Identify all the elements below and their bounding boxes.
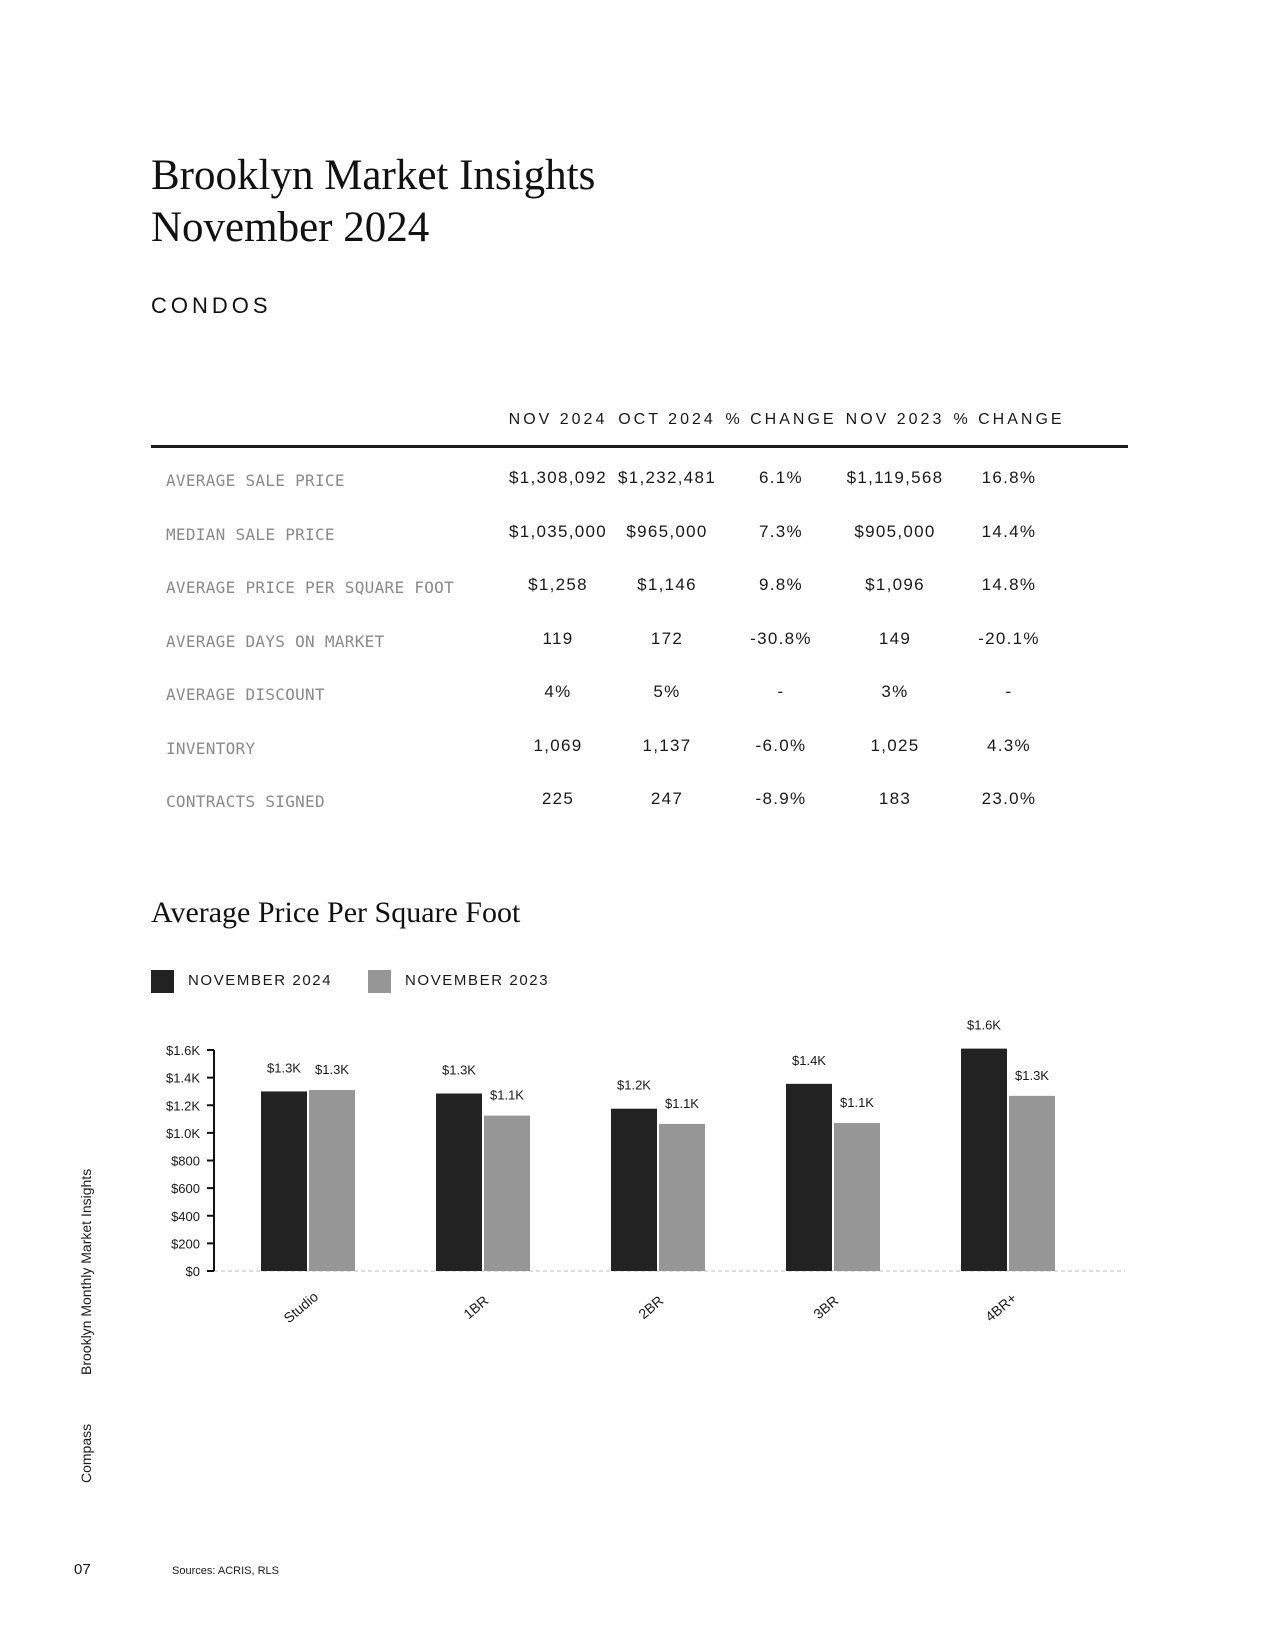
- table-cell: $1,308,092: [508, 468, 608, 487]
- table-cell: -: [1005, 682, 1013, 701]
- table-cell: 1,137: [642, 735, 692, 755]
- data-label: $1.3K: [267, 1060, 301, 1076]
- sources-note: Sources: ACRIS, RLS: [172, 1565, 279, 1577]
- x-tick-label: 2BR: [635, 1292, 667, 1323]
- data-label: $1.6K: [967, 1017, 1001, 1033]
- bar-2023: [834, 1123, 880, 1271]
- table-cell: 149: [878, 628, 912, 648]
- side-title: Brooklyn Monthly Market Insights: [78, 1168, 94, 1375]
- page-number: 07: [74, 1561, 91, 1578]
- table-cell: -8.9%: [755, 789, 807, 808]
- table-cell: -: [777, 682, 785, 701]
- column-header: OCT 2024: [618, 411, 716, 428]
- row-label: AVERAGE DISCOUNT: [166, 685, 325, 704]
- data-label: $1.2K: [617, 1077, 651, 1093]
- table-cell: -30.8%: [750, 628, 812, 648]
- bar-2024: [261, 1091, 307, 1271]
- y-tick-label: $1.6K: [166, 1043, 200, 1058]
- table-cell: 225: [541, 789, 575, 808]
- row-label: INVENTORY: [166, 738, 256, 758]
- bar-2023: [659, 1124, 705, 1271]
- table-cell: 14.8%: [981, 575, 1037, 594]
- table-cell: 4.3%: [987, 735, 1031, 755]
- x-tick-label: 3BR: [810, 1292, 842, 1323]
- table-cell: $1,146: [637, 575, 697, 594]
- section-label: CONDOS: [151, 293, 272, 318]
- y-tick-label: $600: [171, 1181, 200, 1197]
- y-tick-label: $1.0K: [166, 1125, 200, 1141]
- table-cell: $905,000: [854, 521, 936, 541]
- table-cell: 183: [878, 789, 912, 808]
- y-tick-label: $200: [171, 1236, 200, 1252]
- table-cell: 1,025: [870, 735, 920, 755]
- table-cell: 172: [650, 628, 684, 648]
- table-cell: $1,232,481: [617, 468, 717, 487]
- y-tick-label: $800: [171, 1153, 200, 1169]
- table-cell: 5%: [653, 682, 681, 701]
- data-label: $1.1K: [665, 1095, 699, 1111]
- data-label: $1.1K: [490, 1087, 524, 1103]
- table-cell: -20.1%: [978, 628, 1040, 648]
- y-tick-label: $400: [171, 1208, 200, 1224]
- legend-label: NOVEMBER 2023: [405, 972, 550, 989]
- table-cell: 4%: [544, 682, 572, 701]
- table-cell: 247: [650, 789, 684, 808]
- bar-2024: [611, 1109, 657, 1271]
- table-cell: $1,035,000: [508, 521, 608, 541]
- table-cell: 7.3%: [759, 521, 803, 541]
- table-cell: $965,000: [626, 521, 708, 541]
- data-label: $1.3K: [442, 1062, 476, 1078]
- bar-2024: [786, 1084, 832, 1271]
- title-line-2: November 2024: [151, 204, 430, 251]
- data-label: $1.4K: [792, 1052, 826, 1068]
- y-tick-label: $0: [185, 1264, 200, 1279]
- column-header: NOV 2024: [508, 411, 608, 428]
- table-cell: $1,119,568: [846, 468, 944, 487]
- column-header: % CHANGE: [725, 411, 837, 428]
- bar-2024: [961, 1049, 1007, 1271]
- row-label: CONTRACTS SIGNED: [166, 792, 325, 811]
- table-cell: 23.0%: [981, 789, 1037, 808]
- data-label: $1.3K: [1015, 1067, 1049, 1083]
- title-line-1: Brooklyn Market Insights: [151, 152, 596, 199]
- x-tick-label: Studio: [280, 1288, 322, 1327]
- table-cell: 16.8%: [981, 468, 1037, 487]
- bar-2024: [436, 1094, 482, 1271]
- bar-2023: [1009, 1096, 1055, 1271]
- row-label: AVERAGE DAYS ON MARKET: [166, 631, 385, 651]
- table-cell: 119: [542, 628, 574, 648]
- table-cell: 3%: [881, 682, 909, 701]
- chart-title: Average Price Per Square Foot: [151, 896, 521, 929]
- bar-2023: [484, 1116, 530, 1271]
- table-cell: 1,069: [533, 735, 583, 755]
- table-cell: -6.0%: [755, 735, 807, 755]
- data-label: $1.1K: [840, 1094, 874, 1110]
- legend-label: NOVEMBER 2024: [188, 972, 333, 989]
- table-cell: 9.8%: [759, 575, 803, 594]
- x-tick-label: 4BR+: [982, 1289, 1020, 1325]
- x-tick-label: 1BR: [460, 1292, 492, 1323]
- bar-2023: [309, 1090, 355, 1271]
- data-label: $1.3K: [315, 1062, 349, 1078]
- table-cell: 14.4%: [981, 521, 1037, 541]
- y-tick-label: $1.4K: [166, 1070, 200, 1086]
- row-label: AVERAGE PRICE PER SQUARE FOOT: [166, 578, 455, 597]
- column-header: % CHANGE: [953, 411, 1065, 428]
- row-label: MEDIAN SALE PRICE: [166, 524, 335, 544]
- y-tick-label: $1.2K: [166, 1098, 200, 1114]
- column-header: NOV 2023: [845, 411, 945, 428]
- table-cell: 6.1%: [759, 468, 803, 487]
- side-brand: Compass: [78, 1423, 94, 1483]
- table-cell: $1,258: [528, 575, 588, 594]
- table-cell: $1,096: [865, 575, 925, 594]
- row-label: AVERAGE SALE PRICE: [166, 471, 345, 490]
